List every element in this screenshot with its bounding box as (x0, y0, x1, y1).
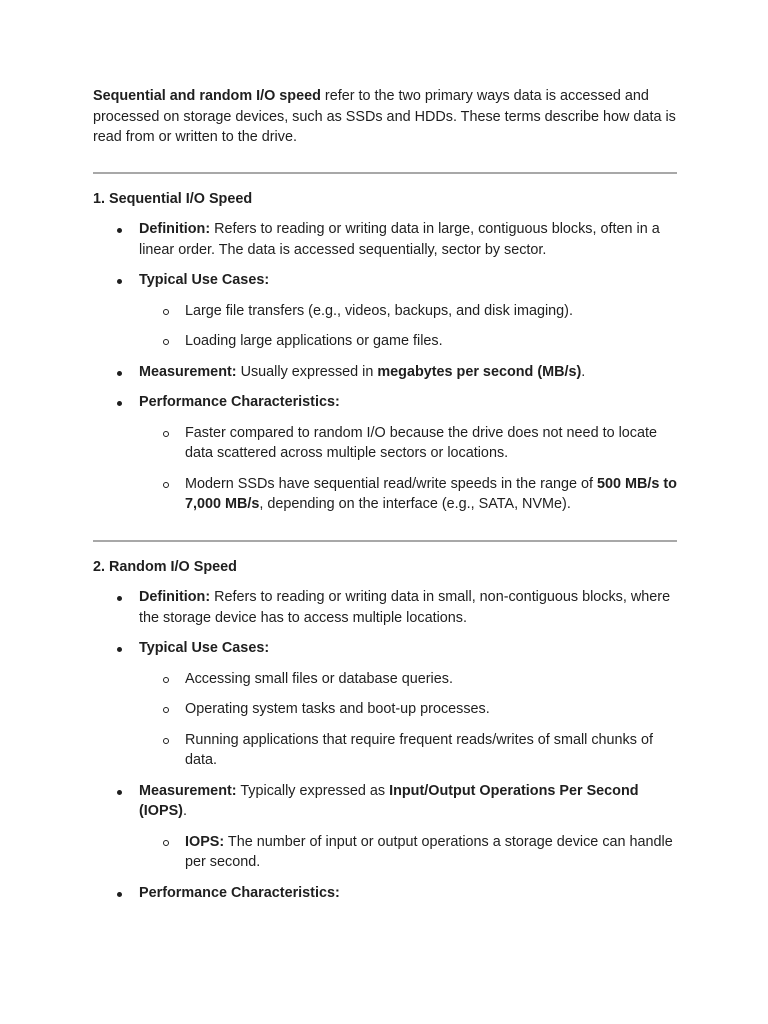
section-sequential (93, 189, 677, 515)
sub-list-item: Large file transfers (e.g., videos, backups, and disk imaging). (139, 301, 677, 322)
bullet-list (93, 219, 677, 515)
list-item-definition (93, 219, 677, 260)
bullet-list (93, 587, 677, 903)
list-item-definition (93, 587, 677, 628)
item-text: Refers to reading or writing data in large, contiguous blocks, often in a linear order. The data is accessed sequentially, sector by sector. (139, 221, 660, 258)
sub-item-text: The number of input or output operations a storage device can handle per second. (185, 833, 673, 870)
divider (93, 540, 677, 542)
sub-bullet-list (139, 669, 677, 771)
sub-bullet-list (139, 832, 677, 873)
divider (93, 172, 677, 174)
sub-list-item (139, 474, 677, 515)
item-label: Measurement: (139, 363, 237, 380)
section-title: 2. Random I/O Speed (93, 558, 237, 575)
item-text: Typically expressed as (236, 782, 390, 799)
item-label: Typical Use Cases: (139, 640, 270, 656)
sub-bullet-list (139, 301, 677, 352)
item-label: Measurement: (139, 782, 237, 799)
list-item-use-cases (93, 638, 677, 771)
document-body (93, 86, 677, 913)
section-random (93, 557, 677, 904)
sub-list-item: Running applications that require frequent reads/writes of small chunks of data. (139, 730, 677, 771)
sub-list-item: Accessing small files or database queries. (139, 669, 677, 690)
sub-list-item: Faster compared to random I/O because the drive does not need to locate data scattered across multiple sectors or locations. (139, 423, 677, 464)
sub-item-text: Modern SSDs have sequential read/write speeds in the range of (185, 475, 597, 492)
item-text: Refers to reading or writing data in small, non-contiguous blocks, where the storage device has to access multiple locations. (139, 589, 671, 626)
list-item-measurement (93, 362, 677, 383)
intro-text: refer to the two primary ways data is accessed and processed on storage devices, such as SSDs and HDDs. These terms describe how data is read from or written to the drive. (93, 88, 676, 145)
item-end: . (182, 803, 187, 819)
item-label: Typical Use Cases: (139, 272, 270, 288)
section-title: 1. Sequential I/O Speed (93, 190, 253, 207)
item-text: Usually expressed in (236, 363, 378, 380)
item-label: Definition: (139, 589, 211, 605)
item-end: . (581, 363, 586, 380)
item-bold-text: megabytes per second (MB/s) (377, 363, 582, 380)
sub-item-text: , depending on the interface (e.g., SATA, NVMe). (259, 496, 571, 512)
item-bold-text: Input/Output Operations Per Second (IOPS) (139, 782, 639, 819)
item-label: Performance Characteristics: (139, 884, 340, 901)
sub-list-item: Operating system tasks and boot-up processes. (139, 699, 677, 720)
sub-list-item (139, 832, 677, 873)
list-item-measurement (93, 781, 677, 873)
intro-bold-term: Sequential and random I/O speed (93, 88, 321, 104)
item-label: Performance Characteristics: (139, 394, 340, 410)
sub-list-item: Loading large applications or game files. (139, 331, 677, 352)
list-item-performance (93, 883, 677, 904)
intro-paragraph (93, 86, 677, 148)
sub-bullet-list (139, 423, 677, 515)
list-item-performance (93, 392, 677, 515)
sub-item-bold-text: 500 MB/s to 7,000 MB/s (185, 475, 677, 512)
sub-item-label: IOPS: (185, 833, 225, 850)
item-label: Definition: (139, 221, 211, 237)
list-item-use-cases (93, 270, 677, 352)
